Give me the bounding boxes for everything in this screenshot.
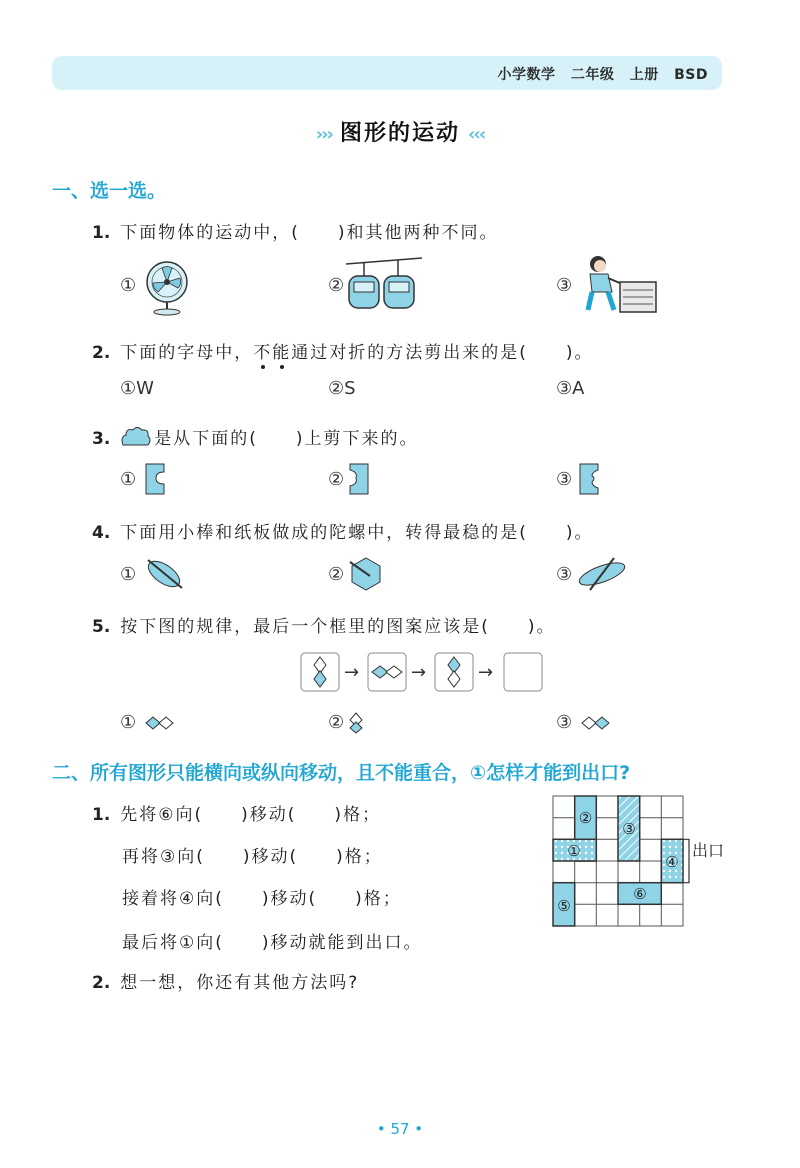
question-number: 1. [92,805,111,825]
question-1-1 [92,218,499,243]
q3-option-3[interactable] [556,469,572,490]
q3-option-1[interactable] [120,469,136,490]
pattern-option-3-icon [580,714,614,732]
question-1-3 [92,424,419,449]
option-label: ① [120,469,137,490]
question-1-2 [92,338,594,363]
cloud-cutout-icon [120,425,152,449]
question-text-before: 下面的字母中， [120,343,254,363]
folded-paper-option-1-icon [144,462,168,496]
question-number: 1. [92,223,111,243]
header-bar [52,56,722,90]
instruction-line-2: 再将③向( )移动( )格； [122,847,383,867]
q4-option-2[interactable] [328,564,344,585]
instruction-line-4: 最后将①向( )移动就能到出口。 [122,933,423,953]
title-left-decoration: ››› [315,124,332,145]
spinning-top-option-3-icon [576,556,632,592]
question-text: 是从下面的( )上剪下来的。 [154,429,419,449]
cable-car-icon [346,254,422,314]
q2-option-2[interactable]: ②S [328,378,356,399]
option-label: ① [120,712,137,733]
grid-label-6: ⑥ [633,885,647,903]
question-number: 2. [92,973,111,993]
header-text: 小学数学 二年级 上册 BSD [497,67,708,83]
emphasis-char: 能 [272,343,292,363]
instruction-line-1: 先将⑥向( )移动( )格； [120,805,382,825]
question-2-2 [92,968,359,993]
question-number: 4. [92,523,111,543]
section1-heading: 一、选一选。 [52,180,167,202]
option-label: ③ [556,275,573,296]
option-label: ① [120,564,137,585]
q2-option-3[interactable]: ③A [556,378,585,399]
grid-label-5: ⑤ [557,897,571,915]
folded-paper-option-2-icon [348,462,372,496]
option-label: ③ [556,469,573,490]
question-number: 5. [92,617,111,637]
section2-heading: 二、所有图形只能横向或纵向移动，且不能重合，①怎样才能到出口? [52,762,631,784]
question-number: 2. [92,343,111,363]
option-label: ② [328,275,345,296]
q5-option-2[interactable] [328,712,344,733]
q5-option-3[interactable] [556,712,572,733]
option-label: ② [328,712,345,733]
svg-text:→: → [344,662,360,683]
q3-option-2[interactable] [328,469,344,490]
grid-label-4: ④ [665,853,679,871]
emphasis-char: 不 [253,343,273,363]
option-label: ② [328,564,345,585]
pattern-option-2-icon [348,712,364,734]
q5-option-1[interactable] [120,712,136,733]
q1-option-1[interactable] [120,275,136,296]
spinning-top-option-2-icon [346,554,386,594]
question-number: 3. [92,429,111,449]
sliding-puzzle-grid [553,796,743,926]
q1-option-3[interactable] [556,275,572,296]
title-text: 图形的运动 [339,121,460,146]
question-text: 想一想，你还有其他方法吗? [120,973,360,993]
question-text: 下面用小棒和纸板做成的陀螺中，转得最稳的是( )。 [120,523,594,543]
question-text: 按下图的规律，最后一个框里的图案应该是( )。 [120,617,556,637]
q2-option-1[interactable]: ①W [120,378,154,399]
spinning-top-option-1-icon [140,556,188,592]
option-label: ③ [556,564,573,585]
question-text-after: 通过对折的方法剪出来的是( )。 [291,343,594,363]
q1-option-2[interactable] [328,275,344,296]
page-title [0,116,800,147]
question-2-1 [92,800,381,825]
option-label: ① [120,275,137,296]
grid-label-1: ① [567,842,581,860]
grid-label-2: ② [578,809,593,827]
instruction-line-3: 接着将④向( )移动( )格； [122,889,402,909]
page-number: • 57 • [376,1120,424,1138]
child-pushing-box-icon [578,254,658,316]
title-right-decoration: ‹‹‹ [468,124,485,145]
q4-option-3[interactable] [556,564,572,585]
option-label: ② [328,469,345,490]
q4-option-1[interactable] [120,564,136,585]
fan-icon [140,258,198,316]
grid-label-3: ③ [622,820,636,838]
option-label: ③ [556,712,573,733]
svg-text:→: → [478,662,494,683]
pattern-sequence [300,652,546,694]
question-text: 下面物体的运动中，( )和其他两种不同。 [120,223,499,243]
question-1-4 [92,518,594,543]
exit-label: 出口 [692,841,725,860]
pattern-option-1-icon [144,714,178,732]
question-1-5 [92,612,556,637]
folded-paper-option-3-icon [578,462,602,496]
svg-text:→: → [411,662,427,683]
